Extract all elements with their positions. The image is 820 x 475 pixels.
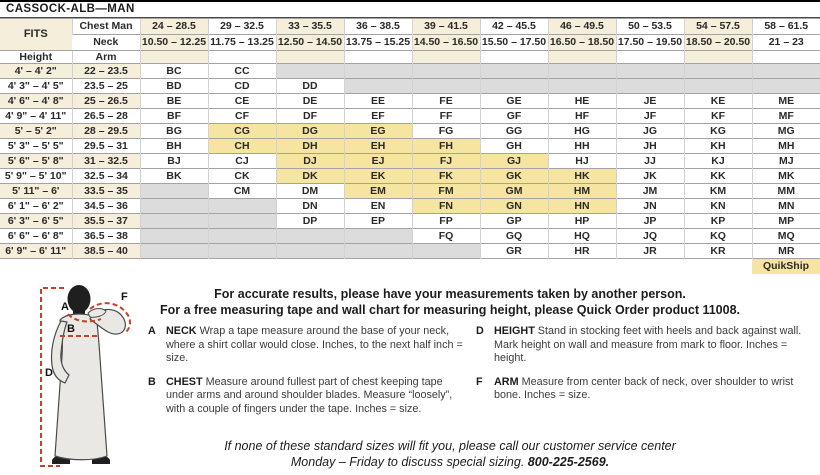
size-code-cell bbox=[412, 64, 480, 79]
chest-range-cell: 29 – 32.5 bbox=[208, 19, 276, 35]
size-code-cell: FP bbox=[412, 214, 480, 229]
instruction-term-neck: NECK bbox=[166, 325, 197, 337]
size-code-cell: JQ bbox=[616, 229, 684, 244]
size-table bbox=[0, 18, 820, 274]
note-line-2: For a free measuring tape and wall chart for measuring height, please Quick Order product 11008. bbox=[159, 303, 741, 317]
neck-range-cell: 18.50 – 20.50 bbox=[684, 35, 752, 51]
height-range-cell: 6' 6" – 6' 8" bbox=[0, 229, 72, 244]
arm-range-cell: 31 – 32.5 bbox=[72, 154, 140, 169]
quikship-row-spacer bbox=[0, 259, 72, 275]
size-code-cell: KG bbox=[684, 124, 752, 139]
quikship-row-spacer bbox=[276, 259, 344, 275]
arm-col-label: Arm bbox=[72, 51, 140, 64]
size-code-cell: GJ bbox=[480, 154, 548, 169]
neck-row-label: Neck bbox=[72, 35, 140, 51]
instructions-section bbox=[0, 283, 820, 475]
size-code-cell bbox=[684, 64, 752, 79]
arm-range-cell: 25 – 26.5 bbox=[72, 94, 140, 109]
size-code-cell: BE bbox=[140, 94, 208, 109]
diagram-label-f: F bbox=[121, 291, 128, 303]
height-range-cell: 4' 6" – 4' 8" bbox=[0, 94, 72, 109]
spacer-cell bbox=[276, 51, 344, 64]
size-code-cell: KE bbox=[684, 94, 752, 109]
size-code-cell: DF bbox=[276, 109, 344, 124]
size-code-cell: HQ bbox=[548, 229, 616, 244]
size-code-cell: CH bbox=[208, 139, 276, 154]
size-code-cell: CC bbox=[208, 64, 276, 79]
height-range-cell: 5' 6" – 5' 8" bbox=[0, 154, 72, 169]
size-code-cell: EK bbox=[344, 169, 412, 184]
quikship-row-spacer bbox=[208, 259, 276, 275]
chest-row-label: Chest Man bbox=[72, 19, 140, 35]
size-code-cell: MP bbox=[752, 214, 820, 229]
quikship-row-spacer bbox=[344, 259, 412, 275]
size-code-cell: GF bbox=[480, 109, 548, 124]
chest-range-cell: 36 – 38.5 bbox=[344, 19, 412, 35]
spacer-cell bbox=[616, 51, 684, 64]
size-code-cell: HN bbox=[548, 199, 616, 214]
spacer-cell bbox=[140, 51, 208, 64]
size-code-cell: BC bbox=[140, 64, 208, 79]
size-code-cell: GR bbox=[480, 244, 548, 259]
quikship-row-spacer bbox=[140, 259, 208, 275]
size-code-cell: HP bbox=[548, 214, 616, 229]
spacer-cell bbox=[480, 51, 548, 64]
size-code-cell: KQ bbox=[684, 229, 752, 244]
size-code-cell bbox=[208, 229, 276, 244]
instruction-letter-b: B bbox=[148, 375, 156, 388]
neck-range-cell: 13.75 – 15.25 bbox=[344, 35, 412, 51]
neck-range-cell: 21 – 23 bbox=[752, 35, 820, 51]
fits-cell: FITS bbox=[0, 19, 72, 51]
size-code-cell: MH bbox=[752, 139, 820, 154]
size-code-cell: KH bbox=[684, 139, 752, 154]
arm-range-cell: 35.5 – 37 bbox=[72, 214, 140, 229]
size-code-cell: CF bbox=[208, 109, 276, 124]
arm-range-cell: 29.5 – 31 bbox=[72, 139, 140, 154]
size-code-cell bbox=[208, 199, 276, 214]
spacer-cell bbox=[752, 51, 820, 64]
size-code-cell: MJ bbox=[752, 154, 820, 169]
chest-range-cell: 33 – 35.5 bbox=[276, 19, 344, 35]
instruction-term-height: HEIGHT bbox=[494, 325, 535, 337]
size-code-cell: GQ bbox=[480, 229, 548, 244]
diagram-label-d: D bbox=[45, 367, 53, 379]
neck-range-cell: 16.50 – 18.50 bbox=[548, 35, 616, 51]
size-code-cell: BJ bbox=[140, 154, 208, 169]
height-range-cell: 4' 3" – 4' 5" bbox=[0, 79, 72, 94]
arm-range-cell: 33.5 – 35 bbox=[72, 184, 140, 199]
size-code-cell: HG bbox=[548, 124, 616, 139]
size-code-cell: DK bbox=[276, 169, 344, 184]
measurement-notes bbox=[90, 286, 810, 318]
size-code-cell: GG bbox=[480, 124, 548, 139]
size-code-cell: HH bbox=[548, 139, 616, 154]
size-code-cell bbox=[412, 244, 480, 259]
measurement-instructions bbox=[148, 325, 804, 426]
height-range-cell: 5' 11" – 6' bbox=[0, 184, 72, 199]
chest-range-cell: 54 – 57.5 bbox=[684, 19, 752, 35]
size-code-cell bbox=[412, 79, 480, 94]
size-code-cell: EM bbox=[344, 184, 412, 199]
neck-range-cell: 17.50 – 19.50 bbox=[616, 35, 684, 51]
size-code-cell: DN bbox=[276, 199, 344, 214]
size-code-cell: MF bbox=[752, 109, 820, 124]
quikship-row-spacer bbox=[480, 259, 548, 275]
spacer-cell bbox=[684, 51, 752, 64]
size-code-cell: FJ bbox=[412, 154, 480, 169]
size-code-cell bbox=[208, 214, 276, 229]
size-code-cell: FG bbox=[412, 124, 480, 139]
customer-service-phone: 800-225-2569. bbox=[527, 454, 610, 469]
height-range-cell: 5' – 5' 2" bbox=[0, 124, 72, 139]
instruction-text-height: Stand in stocking feet with heels and back against wall. Mark height on wall and measure from mark to floor. Inches = height. bbox=[494, 325, 802, 364]
size-code-cell bbox=[344, 229, 412, 244]
arm-range-cell: 23.5 – 25 bbox=[72, 79, 140, 94]
arm-range-cell: 26.5 – 28 bbox=[72, 109, 140, 124]
chest-range-cell: 58 – 61.5 bbox=[752, 19, 820, 35]
size-code-cell: FM bbox=[412, 184, 480, 199]
size-code-cell: HJ bbox=[548, 154, 616, 169]
height-range-cell: 6' 3" – 6' 5" bbox=[0, 214, 72, 229]
page-title: CASSOCK-ALB—MAN bbox=[0, 2, 820, 18]
instruction-height bbox=[476, 325, 804, 366]
size-code-cell: JN bbox=[616, 199, 684, 214]
size-code-cell bbox=[344, 79, 412, 94]
size-code-cell: JK bbox=[616, 169, 684, 184]
chest-range-cell: 50 – 53.5 bbox=[616, 19, 684, 35]
size-code-cell: DM bbox=[276, 184, 344, 199]
size-code-cell: MK bbox=[752, 169, 820, 184]
spacer-cell bbox=[412, 51, 480, 64]
size-code-cell: EP bbox=[344, 214, 412, 229]
size-code-cell: KM bbox=[684, 184, 752, 199]
special-sizing-note bbox=[90, 438, 810, 471]
instruction-letter-d: D bbox=[476, 325, 484, 337]
size-code-cell: JE bbox=[616, 94, 684, 109]
size-code-cell: FF bbox=[412, 109, 480, 124]
size-code-cell: DH bbox=[276, 139, 344, 154]
size-code-cell: GP bbox=[480, 214, 548, 229]
size-code-cell: GH bbox=[480, 139, 548, 154]
size-code-cell: JR bbox=[616, 244, 684, 259]
special-sizing-text: Monday – Friday to discuss special sizing. bbox=[290, 454, 525, 469]
spacer-cell bbox=[208, 51, 276, 64]
instruction-term-chest: CHEST bbox=[166, 375, 203, 388]
size-code-cell: EH bbox=[344, 139, 412, 154]
quikship-row-spacer bbox=[684, 259, 752, 275]
size-code-cell bbox=[140, 184, 208, 199]
size-code-cell bbox=[140, 214, 208, 229]
size-code-cell: JM bbox=[616, 184, 684, 199]
arm-range-cell: 34.5 – 36 bbox=[72, 199, 140, 214]
size-code-cell bbox=[548, 79, 616, 94]
size-code-cell: DP bbox=[276, 214, 344, 229]
size-code-cell: MQ bbox=[752, 229, 820, 244]
diagram-label-b: B bbox=[67, 323, 75, 335]
size-code-cell: EJ bbox=[344, 154, 412, 169]
size-code-cell: EE bbox=[344, 94, 412, 109]
instruction-letter-f: F bbox=[476, 375, 483, 388]
quikship-row-spacer bbox=[616, 259, 684, 275]
size-code-cell: HK bbox=[548, 169, 616, 184]
size-code-cell: EG bbox=[344, 124, 412, 139]
size-code-cell bbox=[140, 244, 208, 259]
neck-range-cell: 12.50 – 14.50 bbox=[276, 35, 344, 51]
quikship-badge: QuikShip bbox=[752, 259, 820, 275]
instruction-letter-a: A bbox=[148, 325, 156, 337]
height-range-cell: 5' 3" – 5' 5" bbox=[0, 139, 72, 154]
neck-range-cell: 10.50 – 12.25 bbox=[140, 35, 208, 51]
size-code-cell: MG bbox=[752, 124, 820, 139]
size-code-cell: CM bbox=[208, 184, 276, 199]
quikship-row-spacer bbox=[72, 259, 140, 275]
size-code-cell: JJ bbox=[616, 154, 684, 169]
size-code-cell: EF bbox=[344, 109, 412, 124]
size-code-cell bbox=[344, 244, 412, 259]
size-code-cell: CJ bbox=[208, 154, 276, 169]
size-code-cell: CG bbox=[208, 124, 276, 139]
size-code-cell: BD bbox=[140, 79, 208, 94]
neck-range-cell: 14.50 – 16.50 bbox=[412, 35, 480, 51]
special-sizing-line-1: If none of these standard sizes will fit you, please call our customer service center bbox=[224, 438, 676, 453]
chest-range-cell: 39 – 41.5 bbox=[412, 19, 480, 35]
size-code-cell bbox=[140, 229, 208, 244]
size-code-cell: DE bbox=[276, 94, 344, 109]
instruction-text-arm: Measure from center back of neck, over shoulder to wrist bone. Inches = size. bbox=[494, 375, 794, 401]
size-code-cell: CE bbox=[208, 94, 276, 109]
size-code-cell bbox=[344, 64, 412, 79]
size-code-cell bbox=[276, 229, 344, 244]
size-code-cell: GE bbox=[480, 94, 548, 109]
size-code-cell bbox=[548, 64, 616, 79]
size-code-cell: KN bbox=[684, 199, 752, 214]
size-code-cell: KR bbox=[684, 244, 752, 259]
diagram-label-a: A bbox=[61, 301, 69, 313]
size-code-cell: HM bbox=[548, 184, 616, 199]
size-code-cell: GK bbox=[480, 169, 548, 184]
size-code-cell: ME bbox=[752, 94, 820, 109]
arm-range-cell: 28 – 29.5 bbox=[72, 124, 140, 139]
size-code-cell: DJ bbox=[276, 154, 344, 169]
size-code-cell: DD bbox=[276, 79, 344, 94]
size-code-cell: KK bbox=[684, 169, 752, 184]
height-range-cell: 4' – 4' 2" bbox=[0, 64, 72, 79]
size-code-cell bbox=[480, 64, 548, 79]
special-sizing-line-2 bbox=[90, 454, 810, 470]
note-line-1: For accurate results, please have your measurements taken by another person. bbox=[214, 287, 686, 301]
size-code-cell: CD bbox=[208, 79, 276, 94]
instruction-text-neck: Wrap a tape measure around the base of your neck, where a shirt collar would close. Inches, to the next half inch = size. bbox=[166, 325, 463, 364]
arm-range-cell: 32.5 – 34 bbox=[72, 169, 140, 184]
instruction-chest bbox=[148, 376, 464, 417]
neck-range-cell: 15.50 – 17.50 bbox=[480, 35, 548, 51]
size-code-cell: MN bbox=[752, 199, 820, 214]
size-code-cell: MR bbox=[752, 244, 820, 259]
size-code-cell: FE bbox=[412, 94, 480, 109]
instruction-arm bbox=[476, 376, 804, 403]
height-range-cell: 5' 9" – 5' 10" bbox=[0, 169, 72, 184]
size-code-cell: GN bbox=[480, 199, 548, 214]
size-code-cell bbox=[752, 79, 820, 94]
size-code-cell: GM bbox=[480, 184, 548, 199]
size-code-cell: JP bbox=[616, 214, 684, 229]
size-code-cell: KJ bbox=[684, 154, 752, 169]
instruction-text-chest: Measure around fullest part of chest keeping tape under arms and around shoulder blades. Measure “loosely”, with a couple of fingers under the tape. Inches = size. bbox=[166, 375, 453, 415]
size-code-cell: DG bbox=[276, 124, 344, 139]
height-col-label: Height bbox=[0, 51, 72, 64]
chest-range-cell: 42 – 45.5 bbox=[480, 19, 548, 35]
size-code-cell bbox=[208, 244, 276, 259]
size-code-cell: HF bbox=[548, 109, 616, 124]
size-code-cell: BK bbox=[140, 169, 208, 184]
size-code-cell bbox=[616, 79, 684, 94]
neck-range-cell: 11.75 – 13.25 bbox=[208, 35, 276, 51]
size-code-cell bbox=[480, 79, 548, 94]
size-code-cell: MM bbox=[752, 184, 820, 199]
quikship-row-spacer bbox=[548, 259, 616, 275]
height-range-cell: 6' 9" – 6' 11" bbox=[0, 244, 72, 259]
size-code-cell: KF bbox=[684, 109, 752, 124]
size-code-cell: JF bbox=[616, 109, 684, 124]
chest-range-cell: 24 – 28.5 bbox=[140, 19, 208, 35]
size-code-cell bbox=[276, 244, 344, 259]
size-code-cell: KP bbox=[684, 214, 752, 229]
size-code-cell: FH bbox=[412, 139, 480, 154]
size-code-cell: BH bbox=[140, 139, 208, 154]
instruction-term-arm: ARM bbox=[494, 375, 519, 388]
size-code-cell: HE bbox=[548, 94, 616, 109]
size-code-cell: HR bbox=[548, 244, 616, 259]
size-code-cell: JH bbox=[616, 139, 684, 154]
spacer-cell bbox=[548, 51, 616, 64]
size-code-cell bbox=[276, 64, 344, 79]
height-range-cell: 6' 1" – 6' 2" bbox=[0, 199, 72, 214]
size-code-cell: FK bbox=[412, 169, 480, 184]
size-code-cell: BG bbox=[140, 124, 208, 139]
arm-range-cell: 22 – 23.5 bbox=[72, 64, 140, 79]
chest-range-cell: 46 – 49.5 bbox=[548, 19, 616, 35]
size-code-cell: FQ bbox=[412, 229, 480, 244]
size-code-cell: CK bbox=[208, 169, 276, 184]
quikship-row-spacer bbox=[412, 259, 480, 275]
size-code-cell: FN bbox=[412, 199, 480, 214]
size-code-cell: EN bbox=[344, 199, 412, 214]
size-code-cell bbox=[684, 79, 752, 94]
height-range-cell: 4' 9" – 4' 11" bbox=[0, 109, 72, 124]
arm-range-cell: 38.5 – 40 bbox=[72, 244, 140, 259]
size-code-cell: BF bbox=[140, 109, 208, 124]
size-code-cell bbox=[140, 199, 208, 214]
size-code-cell bbox=[616, 64, 684, 79]
spacer-cell bbox=[344, 51, 412, 64]
size-code-cell: JG bbox=[616, 124, 684, 139]
size-code-cell bbox=[752, 64, 820, 79]
arm-range-cell: 36.5 – 38 bbox=[72, 229, 140, 244]
instruction-neck bbox=[148, 325, 464, 366]
